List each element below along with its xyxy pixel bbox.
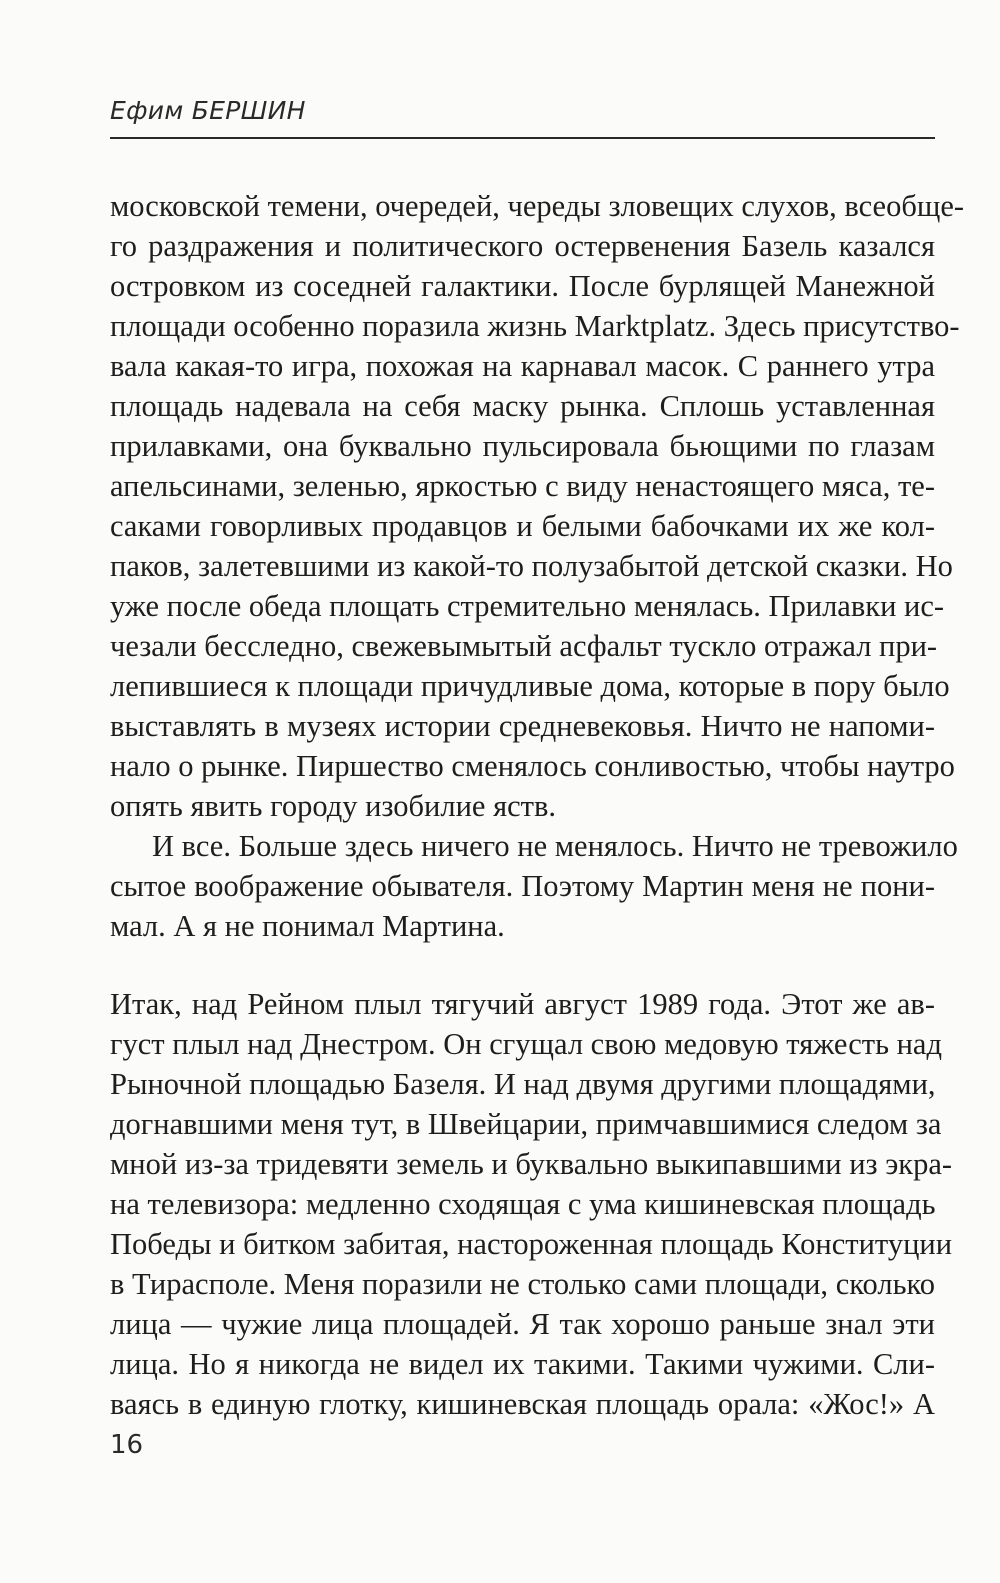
text-line: островком из соседней галактики. После бурлящей Манежной bbox=[110, 269, 935, 303]
text-line: мал. А я не понимал Мартина. bbox=[110, 909, 505, 943]
text-line: выставлять в музеях истории средневековья. Ничто не напоми- bbox=[110, 709, 935, 743]
text-line: Итак, над Рейном плыл тягучий август 1989 года. Этот же ав- bbox=[110, 987, 935, 1021]
text-line: паков, залетевшими из какой-то полузабытой детской сказки. Но bbox=[110, 549, 953, 583]
text-line: И все. Больше здесь ничего не менялось. Ничто не тревожило bbox=[152, 829, 958, 863]
text-line: вала какая-то игра, похожая на карнавал масок. С раннего утра bbox=[110, 349, 935, 383]
text-line: густ плыл над Днестром. Он сгущал свою медовую тяжесть над bbox=[110, 1027, 942, 1061]
text-line: догнавшими меня тут, в Швейцарии, примчавшимися следом за bbox=[110, 1107, 942, 1141]
text-line: опять явить городу изобилие яств. bbox=[110, 789, 557, 823]
text-line: лепившиеся к площади причудливые дома, которые в пору было bbox=[110, 669, 950, 703]
page-number: 16 bbox=[110, 1430, 144, 1460]
text-line: чезали бесследно, свежевымытый асфальт тускло отражал при- bbox=[110, 629, 938, 663]
text-line: мной из-за тридевяти земель и буквально выкипавшими из экра- bbox=[110, 1147, 953, 1181]
text-line: саками говорливых продавцов и белыми бабочками их же кол- bbox=[110, 509, 935, 543]
text-line: уже после обеда площать стремительно менялась. Прилавки ис- bbox=[110, 589, 945, 623]
text-line: Рыночной площадью Базеля. И над двумя другими площадями, bbox=[110, 1067, 936, 1101]
text-line: нало о рынке. Пиршество сменялось сонливостью, чтобы наутро bbox=[110, 749, 955, 783]
text-line: ваясь в единую глотку, кишиневская площадь орала: «Жос!» А bbox=[110, 1387, 935, 1421]
text-line: апельсинами, зеленью, яркостью с виду ненастоящего мяса, те- bbox=[110, 469, 935, 503]
text-line: на телевизора: медленно сходящая с ума кишиневская площадь bbox=[110, 1187, 936, 1221]
text-line: лица. Но я никогда не видел их такими. Такими чужими. Сли- bbox=[110, 1347, 935, 1381]
running-head: Ефим БЕРШИН bbox=[110, 96, 306, 125]
text-line: в Тирасполе. Меня поразили не столько сами площади, сколько bbox=[110, 1267, 935, 1301]
header-rule bbox=[110, 137, 935, 139]
text-line: прилавками, она буквально пульсировала бьющими по глазам bbox=[110, 429, 935, 463]
text-line: го раздражения и политического остервенения Базель казался bbox=[110, 229, 935, 263]
text-line: площади особенно поразила жизнь Marktplatz. Здесь присутство- bbox=[110, 309, 960, 343]
text-line: сытое воображение обывателя. Поэтому Мартин меня не пони- bbox=[110, 869, 935, 903]
text-line: Победы и битком забитая, настороженная площадь Конституции bbox=[110, 1227, 953, 1261]
text-line: площадь надевала на себя маску рынка. Сплошь уставленная bbox=[110, 389, 935, 423]
text-line: лица — чужие лица площадей. Я так хорошо раньше знал эти bbox=[110, 1307, 935, 1341]
text-line: московской темени, очередей, череды зловещих слухов, всеобще- bbox=[110, 189, 965, 223]
